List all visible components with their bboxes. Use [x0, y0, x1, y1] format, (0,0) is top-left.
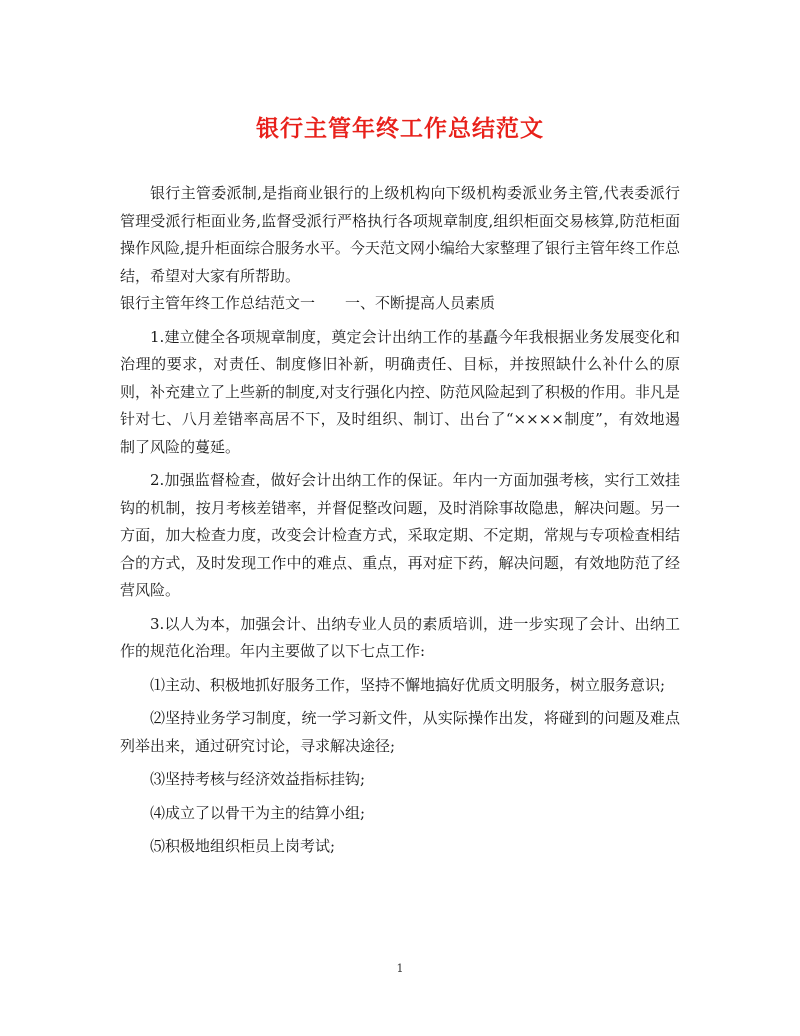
intro-paragraph: 银行主管委派制,是指商业银行的上级机构向下级机构委派业务主管,代表委派行管理受派行柜面业务,监督受派行严格执行各项规章制度,组织柜面交易核算,防范柜面操作风险,提升柜面综合服务水平。今天范文网小编给大家整理了银行主管年终工作总结，希望对大家有所帮助。 — [120, 184, 680, 285]
page-number: 1 — [396, 962, 404, 975]
document-body — [120, 180, 680, 867]
list-item-3: ⑶坚持考核与经济效益指标挂钩; — [150, 770, 366, 788]
section-heading: 银行主管年终工作总结范文一 一、不断提高人员素质 — [120, 294, 496, 312]
list-item-4: ⑷成立了以骨干为主的结算小组; — [150, 803, 366, 822]
paragraph-3: 3.以人为本，加强会计、出纳专业人员的素质培训，进一步实现了会计、出纳工作的规范化治理。年内主要做了以下七点工作: — [120, 614, 680, 660]
list-item-5: ⑸积极地组织柜员上岗考试; — [150, 837, 336, 855]
list-item-1: ⑴主动、积极地抓好服务工作，坚持不懈地搞好优质文明服务，树立服务意识; — [150, 675, 666, 694]
paragraph-2: 2.加强监督检查，做好会计出纳工作的保证。年内一方面加强考核，实行工效挂钩的机制，按月考核差错率，并督促整改问题，及时消除事故隐患，解决问题。另一方面，加大检查力度，改变会计检查方式，采取定期、不定期，常规与专项检查相结合的方式，及时发现工作中的难点、重点，再对症下药，解决问题，有效地防范了经营风险。 — [120, 471, 680, 599]
paragraph-1: 1.建立健全各项规章制度，奠定会计出纳工作的基矗今年我根据业务发展变化和治理的要求，对责任、制度修旧补新，明确责任、目标，并按照缺什么补什么的原则，补充建立了上些新的制度,对支行强化内控、防范风险起到了积极的作用。非凡是针对七、八月差错率高居不下，及时组织、制订、出台了“××××制度”，有效地遏制了风险的蔓延。 — [120, 327, 680, 456]
list-item-2: ⑵坚持业务学习制度，统一学习新文件，从实际操作出发，将碰到的问题及难点列举出来，通过研究讨论，寻求解决途径; — [120, 709, 680, 755]
page-title: 银行主管年终工作总结范文 — [256, 115, 544, 142]
